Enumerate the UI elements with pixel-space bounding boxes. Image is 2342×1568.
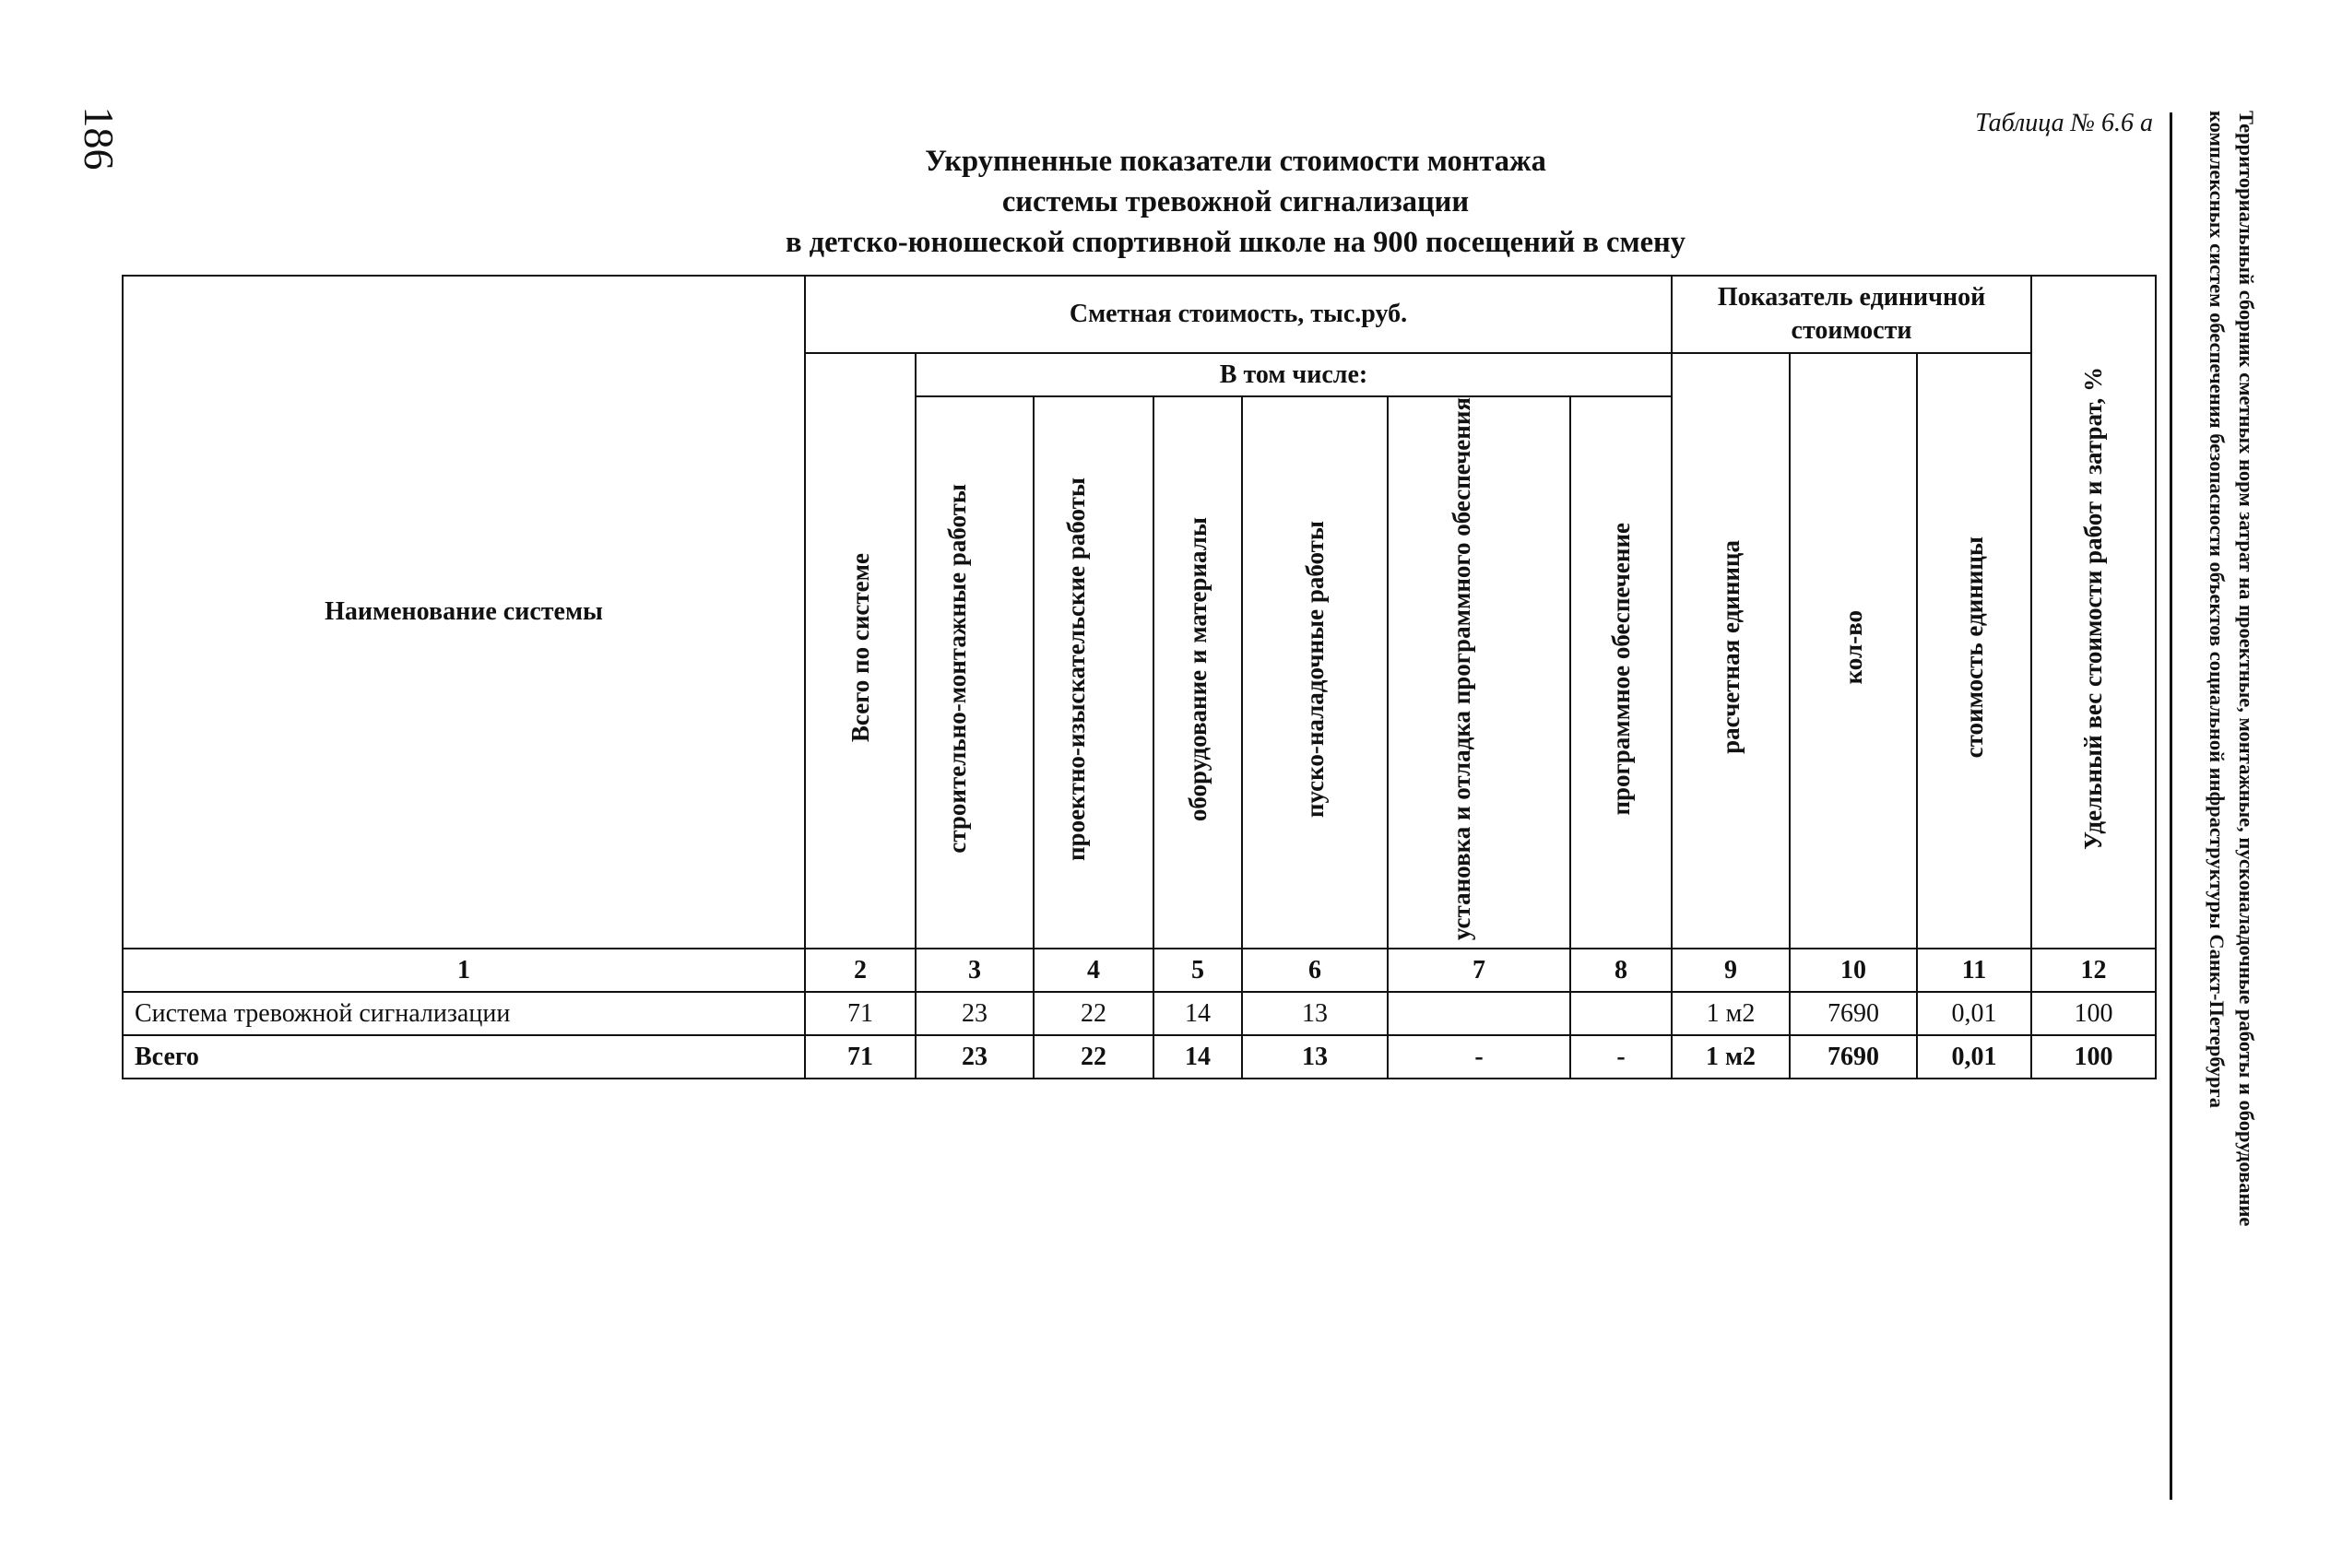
column-number: 6 — [1242, 949, 1388, 992]
header-including: В том числе: — [916, 353, 1672, 396]
header-construction: строительно-монтажные работы — [943, 484, 971, 854]
header-software: программное обеспечение — [1606, 522, 1635, 816]
header-total-cell — [805, 353, 916, 949]
system-name-cell: Система тревожной сигнализации — [123, 992, 805, 1035]
unit-cost-cell: 0,01 — [1917, 992, 2031, 1035]
column-number: 5 — [1153, 949, 1242, 992]
column-number: 3 — [916, 949, 1034, 992]
header-calc-unit-cell — [1672, 353, 1790, 949]
share-cell: 100 — [2031, 992, 2156, 1035]
header-estimated-cost: Сметная стоимость, тыс.руб. — [805, 276, 1672, 353]
table-label: Таблица № 6.6 а — [1975, 109, 2153, 137]
title-line-2: системы тревожной сигнализации — [1001, 185, 1470, 218]
column-number: 10 — [1790, 949, 1917, 992]
header-software-install-cell — [1388, 396, 1570, 949]
header-unit-cost-indicator: Показатель единичной стоимости — [1672, 276, 2031, 353]
header-commissioning: пуско-наладочные работы — [1300, 520, 1329, 818]
header-design: проектно-изыскательские работы — [1062, 477, 1090, 861]
column-number: 7 — [1388, 949, 1570, 992]
header-system-name: Наименование системы — [123, 276, 805, 949]
header-total-by-system: Всего по системе — [846, 552, 874, 742]
total-cell: 71 — [805, 992, 916, 1035]
header-equipment-cell — [1153, 396, 1242, 949]
unit-cost-cell: 0,01 — [1917, 1035, 2031, 1079]
column-number: 11 — [1917, 949, 2031, 992]
column-number: 4 — [1034, 949, 1153, 992]
commissioning-cell: 13 — [1242, 992, 1388, 1035]
column-number: 1 — [123, 949, 805, 992]
header-design-cell — [1034, 396, 1153, 949]
software-install-cell — [1388, 992, 1570, 1035]
construction-cell: 23 — [916, 992, 1034, 1035]
software-cell — [1570, 992, 1672, 1035]
header-equipment: оборудование и материалы — [1183, 516, 1212, 821]
header-calc-unit: расчетная единица — [1716, 540, 1745, 754]
equipment-cell: 14 — [1153, 1035, 1242, 1079]
total-row — [123, 1035, 2156, 1079]
cost-table — [122, 275, 2157, 1079]
software-cell: - — [1570, 1035, 1672, 1079]
header-software-cell — [1570, 396, 1672, 949]
design-cell: 22 — [1034, 992, 1153, 1035]
header-unit-cost: стоимость единицы — [1959, 536, 1988, 759]
title-line-3: в детско-юношеской спортивной школе на 900 посещений в смену — [785, 226, 1686, 259]
construction-cell: 23 — [916, 1035, 1034, 1079]
software-install-cell: - — [1388, 1035, 1570, 1079]
calc-unit-cell: 1 м2 — [1672, 1035, 1790, 1079]
page-number: 186 — [76, 106, 123, 171]
title-line-1: Укрупненные показатели стоимости монтажа — [925, 145, 1546, 178]
header-unit-cost-cell — [1917, 353, 2031, 949]
header-commissioning-cell — [1242, 396, 1388, 949]
side-divider — [2170, 112, 2172, 1500]
side-header-line-1: Территориальный сборник сметных норм затрат на проектные, монтажные, пусконаладочные работы и оборудование — [2235, 111, 2258, 1227]
document-title — [553, 141, 1918, 263]
design-cell: 22 — [1034, 1035, 1153, 1079]
table-row — [123, 992, 2156, 1035]
column-number: 2 — [805, 949, 916, 992]
quantity-cell: 7690 — [1790, 992, 1917, 1035]
column-number: 8 — [1570, 949, 1672, 992]
commissioning-cell: 13 — [1242, 1035, 1388, 1079]
header-share-cell — [2031, 276, 2156, 949]
column-number: 12 — [2031, 949, 2156, 992]
header-construction-cell — [916, 396, 1034, 949]
equipment-cell: 14 — [1153, 992, 1242, 1035]
total-row-label: Всего — [123, 1035, 805, 1079]
side-header — [2187, 111, 2261, 1420]
total-cell: 71 — [805, 1035, 916, 1079]
header-quantity: кол-во — [1839, 609, 1867, 685]
share-cell: 100 — [2031, 1035, 2156, 1079]
column-numbers-row — [123, 949, 2156, 992]
column-number: 9 — [1672, 949, 1790, 992]
calc-unit-cell: 1 м2 — [1672, 992, 1790, 1035]
header-share: Удельный вес стоимости работ и затрат, % — [2079, 367, 2108, 850]
side-header-line-2: комплексных систем обеспечения безопасности объектов социальной инфраструктуры Санкт-Петербурга — [2206, 111, 2229, 1109]
header-software-install: установка и отладка программного обеспечения — [1448, 397, 1475, 941]
header-quantity-cell — [1790, 353, 1917, 949]
quantity-cell: 7690 — [1790, 1035, 1917, 1079]
